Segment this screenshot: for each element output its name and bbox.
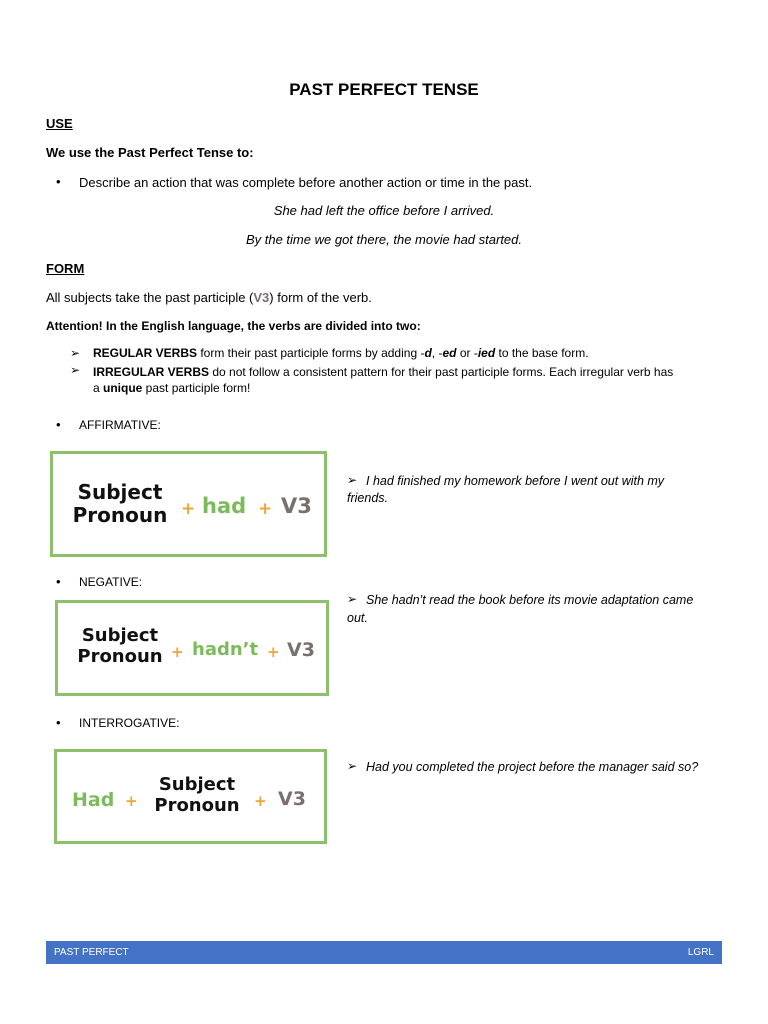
- affirmative-example-line-2: friends.: [347, 491, 388, 505]
- suffix-ied: ied: [477, 346, 496, 360]
- regular-text-1: form their past participle forms by adding -: [197, 346, 425, 360]
- use-example-1: She had left the office before I arrived.: [273, 203, 495, 218]
- suffix-d: d: [424, 346, 432, 360]
- form-line: [46, 290, 372, 305]
- affirmative-label: AFFIRMATIVE:: [79, 418, 161, 432]
- aux-had: Had: [72, 789, 115, 811]
- irregular-text-2b: past participle form!: [142, 381, 251, 395]
- negative-formula-box: [55, 600, 329, 696]
- unique-word: unique: [103, 381, 143, 395]
- bullet-icon: •: [56, 715, 61, 730]
- arrow-icon: ➢: [70, 363, 81, 377]
- arrow-icon: ➢: [347, 759, 358, 773]
- interrogative-example: Had you completed the project before the manager said so?: [366, 760, 699, 774]
- irregular-text-1: do not follow a consistent pattern for their past participle forms. Each irregular verb has: [209, 365, 674, 379]
- form-heading: FORM: [46, 261, 85, 276]
- regular-verbs-line: [93, 346, 723, 360]
- suffix-ed: ed: [442, 346, 457, 360]
- negative-example-line-2: out.: [347, 611, 368, 625]
- irregular-verbs-line: [93, 363, 723, 381]
- irregular-verbs-line-2: [93, 381, 250, 395]
- regular-verbs-label: REGULAR VERBS: [93, 346, 198, 360]
- plus-sign: +: [171, 643, 184, 661]
- arrow-icon: ➢: [347, 592, 358, 606]
- use-heading: USE: [46, 116, 73, 131]
- plus-sign: +: [254, 792, 267, 810]
- subject-word: Subject: [81, 625, 159, 646]
- aux-had: had: [202, 494, 247, 518]
- v3-label: V3: [278, 788, 306, 810]
- plus-sign: +: [258, 499, 273, 519]
- regular-text-2: to the base form.: [495, 346, 589, 360]
- v3-label: V3: [281, 494, 312, 518]
- bullet-icon: •: [56, 574, 61, 589]
- page-title: PAST PERFECT TENSE: [289, 80, 479, 99]
- bullet-icon: •: [56, 174, 61, 189]
- subject-pronoun: [67, 481, 173, 527]
- bullet-icon: •: [56, 417, 61, 432]
- pronoun-word: Pronoun: [77, 645, 163, 667]
- plus-sign: +: [267, 643, 280, 661]
- affirmative-example-line-1: I had finished my homework before I went out with my: [366, 474, 665, 488]
- footer-left: PAST PERFECT: [54, 947, 129, 958]
- v3-label: V3: [287, 639, 315, 661]
- irregular-text-2a: a: [93, 381, 104, 395]
- pronoun-word: Pronoun: [72, 503, 168, 527]
- plus-sign: +: [125, 792, 138, 810]
- subject-pronoun: [70, 626, 170, 667]
- use-example-2: By the time we got there, the movie had started.: [245, 232, 523, 247]
- arrow-icon: ➢: [70, 346, 81, 360]
- subject-pronoun: [147, 775, 247, 816]
- irregular-verbs-label: IRREGULAR VERBS: [93, 365, 210, 379]
- footer-right: LGRL: [687, 947, 714, 958]
- subject-word: Subject: [77, 480, 163, 504]
- interrogative-formula-box: [54, 749, 327, 844]
- affirmative-formula-box: [50, 451, 327, 557]
- use-intro: We use the Past Perfect Tense to:: [46, 145, 254, 160]
- form-line-before: All subjects take the past participle (: [46, 290, 254, 305]
- pronoun-word: Pronoun: [154, 794, 240, 816]
- negative-label: NEGATIVE:: [79, 575, 143, 589]
- attention-text: Attention! In the English language, the verbs are divided into two:: [46, 319, 421, 333]
- regular-sep-1: , -: [431, 346, 443, 360]
- use-bullet-text: Describe an action that was complete before another action or time in the past.: [79, 175, 533, 190]
- arrow-icon: ➢: [347, 473, 358, 487]
- form-line-after: ) form of the verb.: [269, 290, 372, 305]
- aux-hadnt: hadn’t: [192, 639, 259, 660]
- subject-word: Subject: [158, 774, 236, 795]
- page-footer: [46, 941, 722, 964]
- negative-example-line-1: She hadn’t read the book before its movie adaptation came: [366, 593, 694, 607]
- form-line-v3: V3: [253, 290, 270, 305]
- interrogative-label: INTERROGATIVE:: [79, 716, 180, 730]
- plus-sign: +: [181, 499, 196, 519]
- regular-sep-2: or -: [456, 346, 478, 360]
